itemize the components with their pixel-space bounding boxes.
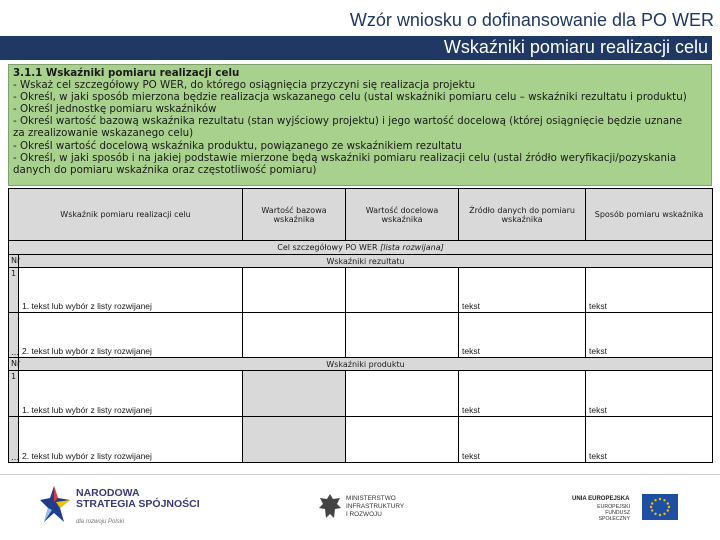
product-source-1[interactable]: tekst [459, 371, 586, 417]
header-target: Wartość docelowa wskaźnika [346, 189, 459, 241]
result-indicator-2[interactable]: 2. tekst lub wybór z listy rozwijanej [19, 313, 243, 358]
instruction-line: - Wskaż cel szczegółowy PO WER, do którego osiągnięcia przyczyni się realizacja projektu [13, 79, 476, 92]
table-row [9, 371, 713, 417]
logo1-line2: STRATEGIA SPÓJNOŚCI [76, 498, 200, 510]
table-header-row [9, 189, 713, 241]
row-number: 1 [9, 268, 19, 313]
result-method-1[interactable]: tekst [586, 268, 713, 313]
goal-row [9, 241, 713, 255]
nr-label: Nr [9, 255, 19, 268]
logo1-line1: NARODOWA [76, 487, 140, 499]
goal-note: [lista rozwijana] [380, 243, 444, 252]
instructions-box [8, 64, 712, 186]
instruction-line: - Określ jednostkę pomiaru wskaźników [13, 103, 217, 116]
row-ellipsis: … [9, 417, 19, 463]
table-row [9, 313, 713, 358]
instructions-heading: 3.1.1 Wskaźniki pomiaru realizacji celu [13, 67, 240, 79]
product-section-row [9, 358, 713, 371]
instruction-line: - Określ wartość docelową wskaźnika produktu, powiązanego ze wskaźnikiem rezultatu [13, 139, 462, 152]
eagle-emblem-icon [318, 492, 342, 522]
logo3-line2: EUROPEJSKI [597, 504, 630, 510]
product-indicator-2[interactable]: 2. tekst lub wybór z listy rozwijanej [19, 417, 243, 463]
slide-title: Wzór wniosku o dofinansowanie dla PO WER [349, 10, 714, 30]
nr-label: Nr [9, 358, 19, 371]
product-target-1[interactable] [346, 371, 459, 417]
product-target-2[interactable] [346, 417, 459, 463]
result-source-1[interactable]: tekst [459, 268, 586, 313]
product-baseline-2-disabled [243, 417, 346, 463]
header-indicator: Wskaźnik pomiaru realizacji celu [9, 189, 243, 241]
header-method: Sposób pomiaru wskaźnika [586, 189, 713, 241]
result-section-row [9, 255, 713, 268]
logo3-line3: FUNDUSZ SPOŁECZNY [598, 510, 630, 522]
logo1-sub: dla rozwoju Polski [76, 519, 125, 525]
result-section-title: Wskaźniki rezultatu [19, 255, 713, 268]
row-ellipsis: … [9, 313, 19, 358]
product-method-2[interactable]: tekst [586, 417, 713, 463]
result-indicator-1[interactable]: 1. tekst lub wybór z listy rozwijanej [19, 268, 243, 313]
product-source-2[interactable]: tekst [459, 417, 586, 463]
indicators-table [8, 188, 713, 463]
slide-header [0, 0, 720, 60]
row-number: 1 [9, 371, 19, 417]
header-baseline: Wartość bazowa wskaźnika [243, 189, 346, 241]
table-row [9, 268, 713, 313]
logo2-line2: INFRASTRUKTURY [346, 503, 405, 510]
ministry-logo [318, 492, 428, 526]
instruction-line: - Określ, w jaki sposób mierzona będzie realizacja wskazanego celu (ustal wskaźniki pomiaru celu – wskaźniki rezultatu i produktu) [13, 91, 687, 104]
instruction-line: - Określ, w jaki sposób i na jakiej podstawie mierzone będą wskaźniki pomiaru realizacji celu (ustal źródło weryfikacji/pozyskania [13, 151, 677, 164]
nss-star-icon [40, 484, 72, 524]
result-baseline-1[interactable] [243, 268, 346, 313]
table-row [9, 417, 713, 463]
logo2-line1: MINISTERSTWO [346, 495, 396, 502]
eu-flag-icon [642, 494, 678, 520]
instruction-line: - Określ wartość bazową wskaźnika rezultatu (stan wyjściowy projektu) i jego wartość docelową (której osiągnięcie będzie uznane [13, 115, 683, 128]
logo3-line1: UNIA EUROPEJSKA [572, 496, 630, 502]
result-target-1[interactable] [346, 268, 459, 313]
subtitle-bar [0, 36, 712, 60]
product-method-1[interactable]: tekst [586, 371, 713, 417]
header-source: Źródło danych do pomiaru wskaźnika [459, 189, 586, 241]
goal-label: Cel szczegółowy PO WER [277, 243, 378, 252]
goal-dropdown[interactable] [9, 241, 713, 255]
result-method-2[interactable]: tekst [586, 313, 713, 358]
logo2-line3: I ROZWOJU [346, 511, 382, 518]
eu-logo [572, 492, 682, 524]
product-section-title: Wskaźniki produktu [19, 358, 713, 371]
result-source-2[interactable]: tekst [459, 313, 586, 358]
instruction-line: danych do pomiaru wskaźnika oraz częstotliwość pomiaru) [13, 163, 317, 176]
result-target-2[interactable] [346, 313, 459, 358]
product-baseline-1-disabled [243, 371, 346, 417]
result-baseline-2[interactable] [243, 313, 346, 358]
instruction-line: za zrealizowanie wskazanego celu) [13, 127, 194, 140]
footer-divider [0, 474, 720, 475]
slide-subtitle: Wskaźniki pomiaru realizacji celu [443, 37, 708, 57]
product-indicator-1[interactable]: 1. tekst lub wybór z listy rozwijanej [19, 371, 243, 417]
nss-logo [40, 484, 200, 528]
